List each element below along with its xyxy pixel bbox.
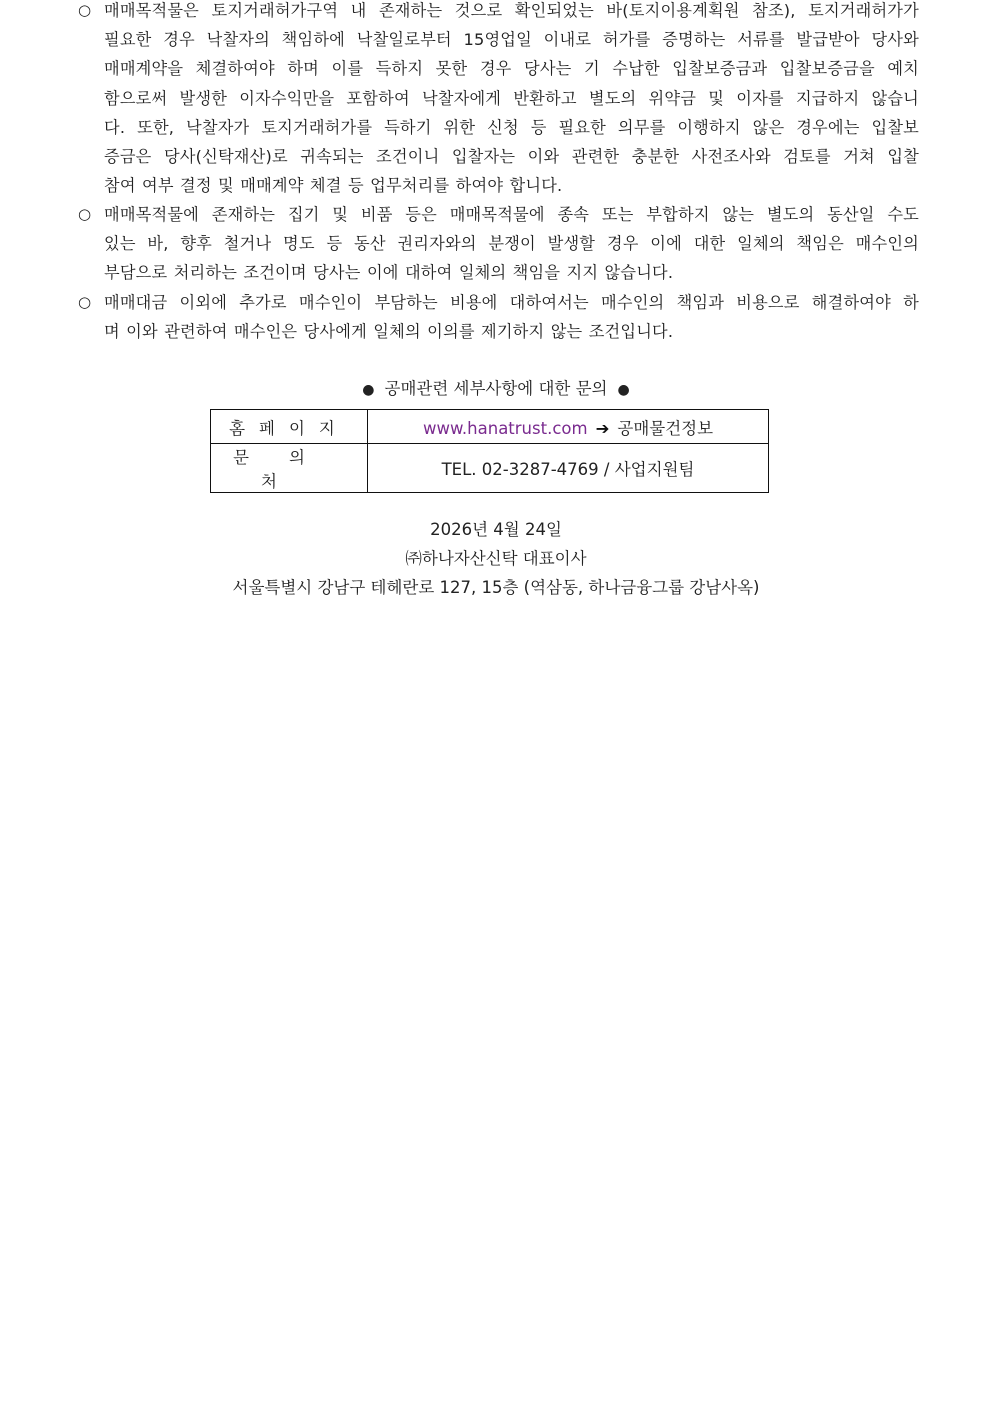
homepage-link[interactable]: www.hanatrust.com [422, 418, 588, 438]
notice-line: 매매목적물에 존재하는 집기 및 비품 등은 매매목적물에 종속 또는 부합하지 않는 별도의 동산일 수도 [104, 205, 919, 224]
notice-line: 부담으로 처리하는 조건이며 당사는 이에 대하여 일체의 책임을 지지 않습니다. [104, 263, 674, 283]
table-row [211, 444, 769, 493]
inquiry-table [210, 409, 769, 493]
notice-item-movable-property [78, 200, 919, 288]
notice-line: 필요한 경우 낙찰자의 책임하에 낙찰일로부터 15영업일 이내로 허가를 증명하는 서류를 발급받아 당사와 [104, 30, 919, 50]
notice-line: 매매대금 이외에 추가로 매수인이 부담하는 비용에 대하여서는 매수인의 책임과 비용으로 해결하여야 하 [104, 293, 919, 312]
bullet-circle-icon: ○ [78, 1, 92, 19]
homepage-cell [368, 410, 769, 444]
bullet-circle-icon: ○ [78, 205, 92, 223]
contact-value: TEL. 02-3287-4769 / 사업지원팀 [368, 444, 769, 493]
notice-line: 다. 또한, 낙찰자가 토지거래허가를 득하기 위한 신청 등 필요한 의무를 이행하지 않은 경우에는 입찰보 [104, 117, 919, 137]
company-address: 서울특별시 강남구 테헤란로 127, 15층 (역삼동, 하나금융그룹 강남사옥) [232, 578, 760, 597]
notice-item-land-permit [78, 0, 919, 200]
arrow-right-icon: ➔ [595, 418, 610, 438]
notice-line: 매매목적물은 토지거래허가구역 내 존재하는 것으로 확인되었는 바(토지이용계획원 참조), 토지거래허가가 [104, 1, 919, 20]
notice-line: 있는 바, 향후 철거나 명도 등 동산 권리자와의 분쟁이 발생할 경우 이에 대한 일체의 책임은 매수인의 [104, 234, 919, 254]
homepage-target: 공매물건정보 [617, 418, 714, 438]
bullet-circle-icon: ○ [78, 293, 92, 311]
inquiry-heading [0, 376, 992, 403]
document-footer [0, 515, 992, 602]
bullet-dot-icon: ● [617, 382, 630, 398]
notice-line: 증금은 당사(신탁재산)로 귀속되는 조건이니 입찰자는 이와 관련한 충분한 사전조사와 검토를 거쳐 입찰 [104, 147, 919, 167]
company-signature: ㈜하나자산신탁 대표이사 [405, 549, 587, 568]
notice-item-additional-costs [78, 288, 919, 346]
notice-line: 며 이와 관련하여 매수인은 당사에게 일체의 이의를 제기하지 않는 조건입니다. [104, 322, 674, 342]
inquiry-heading-text: 공매관련 세부사항에 대한 문의 [384, 379, 608, 398]
issue-date: 2026년 4월 24일 [430, 520, 562, 539]
notice-line: 매매계약을 체결하여야 하며 이를 득하지 못한 경우 당사는 기 수납한 입찰보증금과 입찰보증금을 예치 [104, 59, 919, 79]
bullet-dot-icon: ● [362, 382, 375, 398]
notice-line: 참여 여부 결정 및 매매계약 체결 등 업무처리를 하여야 합니다. [104, 176, 563, 196]
contact-label: 문의처 [211, 444, 368, 493]
notice-line: 함으로써 발생한 이자수익만을 포함하여 낙찰자에게 반환하고 별도의 위약금 및 이자를 지급하지 않습니 [104, 88, 919, 108]
homepage-label: 홈페이지 [211, 410, 368, 444]
table-row [211, 410, 769, 444]
